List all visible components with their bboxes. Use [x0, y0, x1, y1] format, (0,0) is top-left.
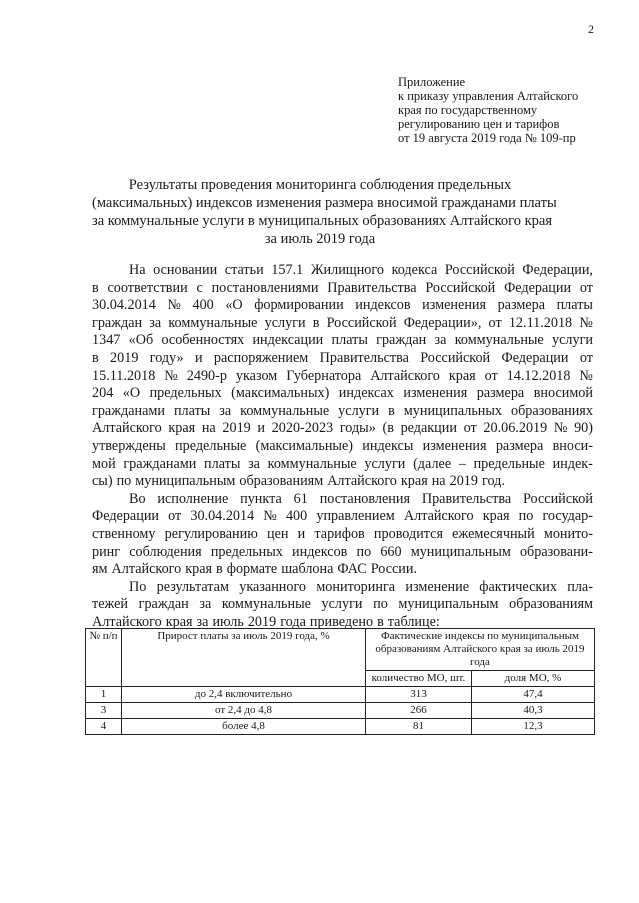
row-num: 3 — [86, 703, 122, 719]
paragraph — [92, 491, 593, 579]
appendix-line: регулированию цен и тарифов — [398, 117, 560, 131]
title-line: за коммунальные услуги в муниципальных образованиях Алтайского края — [92, 213, 553, 229]
header-actual: Фактические индексы по муниципальным образованиям Алтайского края за июль 2019 года — [365, 629, 594, 671]
appendix-line: от 19 августа 2019 года № 109-пр — [398, 131, 576, 145]
text-line: мой гражданами платы за коммунальные услуги (далее – предельные индек- — [92, 455, 593, 472]
row-count: 313 — [365, 687, 471, 703]
text-line: ринг соблюдения предельных индексов по 660 муниципальным образовани- — [92, 543, 593, 560]
table-row — [86, 703, 595, 719]
appendix-block — [398, 75, 578, 145]
text-line: Федерации от 30.04.2014 № 400 управлением Алтайского края по государ- — [92, 508, 593, 525]
text-line: Алтайского края на 2019 и 2020-2023 годы» (в редакции от 20.06.2019 № 90) — [92, 420, 593, 437]
text-line: ственному регулированию цен и тарифов проводится ежемесячный монито- — [92, 525, 593, 542]
text-line: в соответствии с постановлениями Правительства Российской Федерации от — [92, 279, 593, 296]
appendix-line: Приложение — [398, 75, 466, 89]
paragraph — [92, 579, 593, 632]
title-line: Результаты проведения мониторинга соблюдения предельных — [128, 177, 512, 193]
appendix-line: к приказу управления Алтайского — [398, 89, 579, 103]
text-line: 1347 «Об особенностях индексации платы граждан за коммунальные услуги — [92, 332, 593, 349]
text-line: граждан за коммунальные услуги в Российской Федерации», от 12.11.2018 № — [92, 314, 593, 331]
title-line: за июль 2019 года — [264, 231, 376, 247]
row-growth: от 2,4 до 4,8 — [122, 703, 366, 719]
text-line: На основании статьи 157.1 Жилищного кодекса Российской Федерации, — [129, 262, 593, 278]
header-num: № п/п — [86, 629, 122, 687]
paragraph — [92, 262, 593, 491]
row-count: 81 — [365, 719, 471, 735]
text-line: утверждены предельные (максимальные) индексы изменения размера вноси- — [92, 437, 593, 454]
results-table — [85, 628, 595, 735]
text-line: гражданами платы за коммунальные услуги в муниципальных образованиях — [92, 402, 593, 419]
header-growth: Прирост платы за июль 2019 года, % — [122, 629, 366, 687]
document-title — [92, 176, 557, 248]
header-share: доля МО, % — [471, 671, 594, 687]
body-text — [92, 262, 593, 631]
appendix-line: края по государственному — [398, 103, 538, 117]
page-number: 2 — [588, 22, 594, 36]
row-share: 12,3 — [471, 719, 594, 735]
text-line: 30.04.2014 № 400 «О формировании индексов изменения размера платы — [92, 297, 593, 314]
table-row — [86, 719, 595, 735]
text-line: 15.11.2018 № 2490-р указом Губернатора Алтайского края от 14.12.2018 № — [92, 367, 593, 384]
text-line: ям Алтайского края в формате шаблона ФАС России. — [92, 561, 418, 578]
row-share: 40,3 — [471, 703, 594, 719]
text-line: сы) по муниципальным образованиям Алтайского края на 2019 год. — [92, 473, 505, 490]
row-num: 1 — [86, 687, 122, 703]
text-line: в 2019 году» и распоряжением Правительства Российской Федерации от — [92, 349, 593, 366]
row-growth: более 4,8 — [122, 719, 366, 735]
title-line: (максимальных) индексов изменения размера вносимой гражданами платы — [92, 195, 557, 211]
row-count: 266 — [365, 703, 471, 719]
row-growth: до 2,4 включительно — [122, 687, 366, 703]
text-line: 204 «О предельных (максимальных) индексах изменения размера вносимой — [92, 385, 593, 402]
row-share: 47,4 — [471, 687, 594, 703]
text-line: Во исполнение пункта 61 постановления Правительства Российской — [129, 490, 593, 507]
text-line: тежей граждан за коммунальные услуги по муниципальным образованиям — [92, 596, 593, 613]
header-count: количество МО, шт. — [365, 671, 471, 687]
row-num: 4 — [86, 719, 122, 735]
text-line: Алтайского края за июль 2019 года приведено в таблице: — [92, 613, 440, 630]
table-row — [86, 687, 595, 703]
text-line: По результатам указанного мониторинга изменение фактических пла- — [129, 578, 593, 595]
